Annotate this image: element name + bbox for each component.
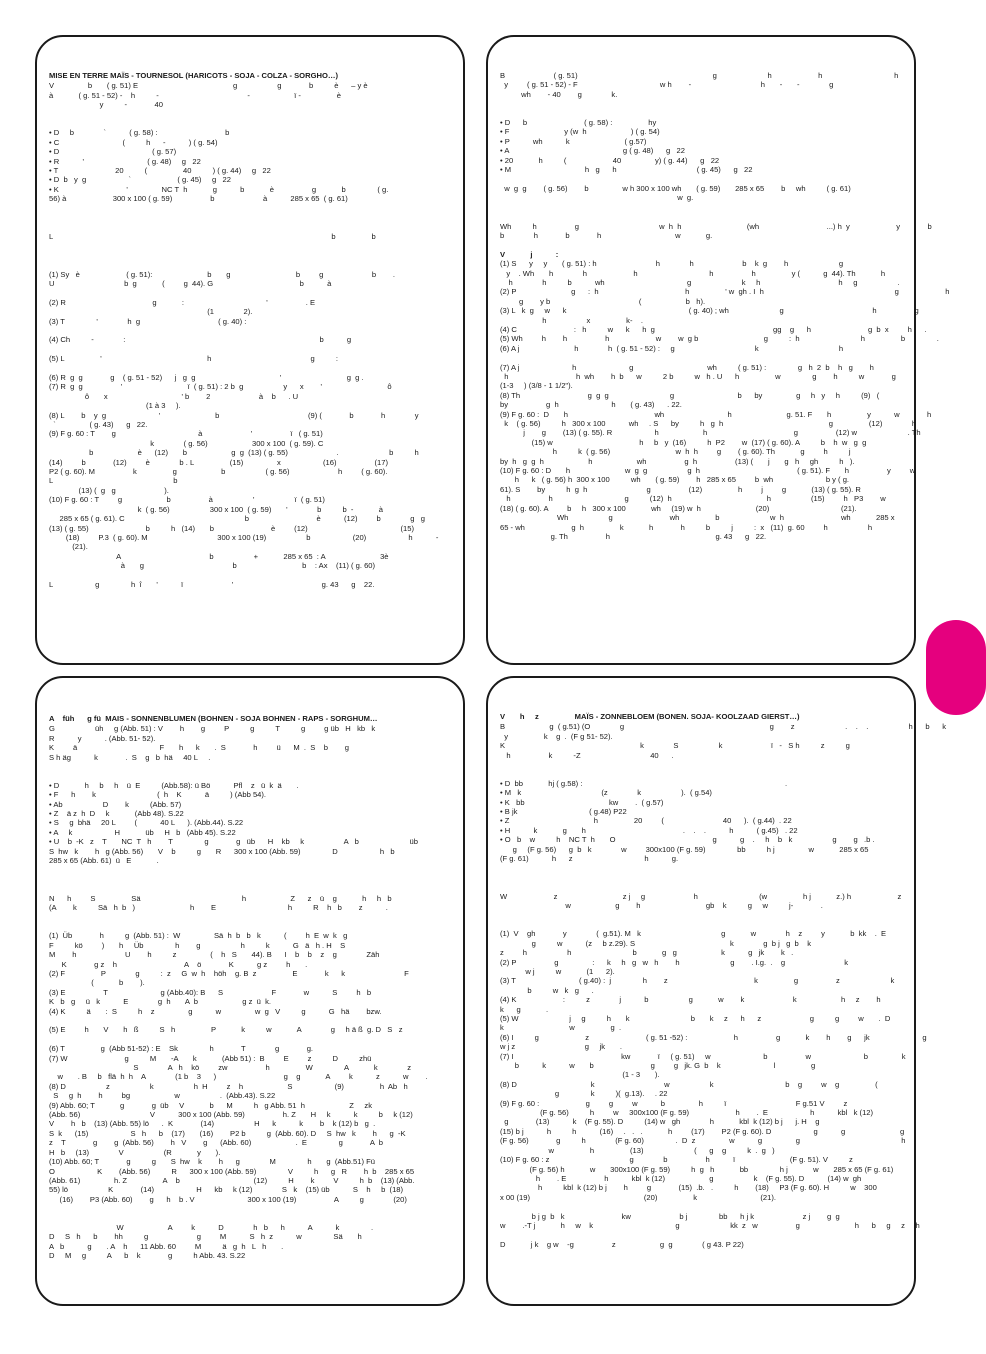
text-line: • A k H üb H b (Abb 45). S.22 <box>49 827 236 837</box>
text-line: (1) V gh y ( g.51). M k g w h z y b kk . E <box>500 929 887 939</box>
text-line: ` ( g. 43) g 22. <box>49 420 148 430</box>
panel-body <box>500 71 950 541</box>
text-line <box>49 1016 451 1025</box>
text-line: (2) P g : k h g w h h g . I.g. . g k <box>500 957 849 967</box>
text-line: (4) C : h w k h g gg g h g b x h . <box>500 324 927 334</box>
text-line: K ä F h k . S h ü M . S b g <box>49 743 350 753</box>
text-line: h h g (12) h h (15) h P3 w <box>500 494 886 504</box>
text-line <box>49 771 451 780</box>
text-line <box>49 204 451 213</box>
panel-german <box>35 676 465 1306</box>
text-line: w g g ( g. 56) b w h 300 x 100 wh ( g. 59) 285 x 65 b wh ( g. 61) <box>500 183 851 193</box>
text-line: (6) R g g g ( g. 51 - 52) j g g ' g g . <box>49 373 364 382</box>
text-line <box>49 251 451 260</box>
text-line: • D h b h ü E (Abb.58): ü Bö Pfl z ü k ä . <box>49 780 299 790</box>
text-line: • K ' NC T h g b è g b ( g. <box>49 184 389 194</box>
text-line <box>500 174 902 183</box>
text-line: • D b ( g. 58) : hy <box>500 118 657 128</box>
text-line <box>49 913 451 922</box>
text-line: g w (z b z.29). S k g b j g b k <box>500 938 812 948</box>
section-subheading: V j : <box>500 249 559 259</box>
panel-dutch <box>486 676 947 1306</box>
text-line: by h g g h h wh g h (13) ( j g h gh h ). <box>500 456 855 466</box>
text-line <box>500 769 902 778</box>
text-line: (9) F g. 60 : T g à ' ï ( g. 51) <box>49 429 323 439</box>
text-line <box>49 866 451 875</box>
text-line: S k (15) S h b (17) (16) P2 b g (Abb. 60). D S hw k h g -K <box>49 1128 406 1138</box>
text-line: D j k g w -g z g g ( g 43. P 22) <box>500 1239 744 1249</box>
text-line: (5) Wh h h h w w g b g : h h b . <box>500 334 939 344</box>
text-line: h . E h kbl k (12) g k (F g. 55). D (14) w gh <box>500 1173 862 1183</box>
text-line: K g z h A ö K g z h . <box>49 959 308 969</box>
text-line: R y . (Abb. 51- 52). <box>49 733 156 743</box>
text-line: k ( g. 56) 300 x 100 ( g. 59). C <box>49 438 324 448</box>
edge-tab-marker <box>926 620 986 715</box>
text-line <box>49 1214 451 1223</box>
text-line: (3) T ( g.40) : j h z k g z k <box>500 976 895 986</box>
panel-title: V h z MAÏS - ZONNEBLOEM (BONEN. SOJA- KOOLZAAD GIERST…) <box>500 712 800 721</box>
text-line: • D bb hj ( g.58) : . <box>500 778 788 788</box>
text-line: (5) L ' h g : <box>49 354 338 364</box>
text-line: (13) ( g. 55) b h (14) b è (12) (15) <box>49 523 415 533</box>
text-line <box>49 364 451 373</box>
text-line: • 20 h ( 40 y) ( g. 44) g 22 <box>500 155 720 165</box>
text-line: L b <box>49 476 178 486</box>
text-line <box>49 288 451 297</box>
text-line: D S h b hh g g M S h z w Sä h <box>49 1232 362 1242</box>
text-line: (10) F g. 60 : z g b h ï (F g. 51). V z <box>500 1155 853 1165</box>
text-line <box>500 873 902 882</box>
text-line: (15) b j h h (16) . . . h (17) P2 (F g. 60). D g g g <box>500 1126 905 1136</box>
text-line: 285 x 65 ( g. 61). C b è (12) b g g <box>49 514 426 524</box>
text-line: • D b y g ` ( g. 45) g 22 <box>49 175 232 185</box>
text-line: (15) w h b y (16) h P2 w (17) ( g. 60). A b h w g g <box>500 437 867 447</box>
text-line: z T g g (Abb. 56) h V g (Abb. 60) . E g A b <box>49 1138 383 1148</box>
text-line: 56) à 300 x 100 ( g. 59) b à 285 x 65 ( g. 61) <box>49 194 348 204</box>
text-line: K k S k ï - S h z g <box>500 741 850 751</box>
text-line <box>49 922 451 931</box>
text-line: by g h h ( g. 43) . 22. <box>500 400 682 410</box>
text-line: w h (13) ( g g k . g ) <box>500 1145 775 1155</box>
text-line: • U b -K z T NC T h T g g üb H kb k A b üb <box>49 837 418 847</box>
text-line: S g h h bg w . (Abb.43). S.22 <box>49 1091 276 1101</box>
panel-body <box>500 722 947 1249</box>
text-line: (14) b (12) è b . L (15) x (16) (17) <box>49 457 388 467</box>
text-line: (2) F P g : z G w h höh g. B z E k k F <box>49 968 409 978</box>
text-line: (F g. 56) h w 300x100 (F g. 59) h . E h kbl k (12) <box>500 1108 874 1118</box>
text-line <box>49 260 451 269</box>
text-line: 65 - wh g h k h h b j : x (11) g. 60 h h <box>500 522 873 532</box>
text-line: (Abb. 56) V 300 x 100 (Abb. 59) h. Z H k k b k (12) <box>49 1110 413 1120</box>
text-line: B ( g. 51) g h h h <box>500 71 899 80</box>
text-line: (2) P g : h h ' w gh . I h g h <box>500 287 950 297</box>
text-line: Wh g wh b w h wh 285 x <box>500 513 895 523</box>
text-line: (13) ( g g ). <box>49 485 169 495</box>
text-line: • O b w h NC T h O g g . h b k g g .b . <box>500 835 875 845</box>
text-line: (6) I g z ( g. 51 -52) : h g k h g jk g <box>500 1032 927 1042</box>
text-line: S h äg k . S g b hä 40 L . <box>49 752 211 762</box>
text-line <box>500 1230 902 1239</box>
text-line: V h b (13) (Abb. 55) lö . K (14) H k k b k (12) b g . <box>49 1119 376 1129</box>
text-line: (9) F g. 60 : D h wh h g. 51. F h y w h <box>500 409 932 419</box>
text-line: (5) W j g h k b k z h z g g w . D <box>500 1014 891 1023</box>
text-line <box>49 571 451 580</box>
text-line: j g (13) ( g. 55). R h h g (12) w . Th <box>500 428 921 438</box>
text-line: W A k D h b h A k . <box>49 1222 374 1232</box>
text-line: x 00 (19) (20) k (21). <box>500 1192 776 1202</box>
text-line: (8) D z k h H z h S (9) h Ab h <box>49 1081 408 1091</box>
text-line: (F g. 61) h z h g. <box>500 854 679 864</box>
text-line: • P wh k ( g.57) <box>500 136 647 146</box>
text-line <box>500 1202 902 1211</box>
text-line <box>500 760 902 769</box>
text-line <box>49 223 451 232</box>
text-line: 285 x 65 (Abb. 61) ü E . <box>49 856 159 866</box>
text-line: N h S Sä h Z z ü g h h b <box>49 893 392 903</box>
text-line: • Z ä z h D k (Abb 48). S.22 <box>49 809 184 819</box>
text-line: h kbl k (12) b j h g (15) .b. . h (18) P3 (F g. 60). H w 300 <box>500 1183 877 1193</box>
text-line <box>49 119 451 128</box>
text-line: w g h gb k g w j- . <box>500 901 823 911</box>
text-line: (7) W g M -A k (Abb 51) : B E z D zhü <box>49 1053 372 1063</box>
text-line: (3) L k g w k ( g. 40) ; wh g h g <box>500 306 919 316</box>
text-line: (1) S y y ( g. 51) : h h h b k g h g <box>500 259 844 269</box>
text-line: L b b <box>49 231 376 241</box>
text-line: g y b ( b h). <box>500 296 706 306</box>
text-line: (1 - 3 ). <box>500 1070 660 1080</box>
panel-body <box>49 724 451 1260</box>
text-line: w j z g jk . <box>500 1042 622 1052</box>
text-line: M h U h z ( h S 44). B I b b z g Zäh <box>49 950 380 960</box>
text-line: L g h î ' ï ' g. 43 g 22. <box>49 579 375 589</box>
text-line: (6) A j h h ( g. 51 - 52) : g k h <box>500 343 844 353</box>
text-line <box>500 109 902 118</box>
text-line: h h b wh g k h h g . <box>500 277 900 287</box>
text-line: • F y (w h ) ( g. 54) <box>500 127 660 137</box>
text-line: G üh g (Abb. 51) : V h g P g T g g üb H kb k <box>49 724 376 734</box>
text-line: b è (12) b g g (13) ( g. 55) . b h <box>49 448 419 458</box>
text-line: k g . <box>500 1004 549 1014</box>
text-line: • A g ( g. 48) g 22 <box>500 146 685 156</box>
text-line: (7) R g g ' ï ( g. 51) : 2 b g y x ' ô <box>49 382 392 392</box>
text-line: (1) Sy è ( g. 51): b g b g b . <box>49 269 396 279</box>
text-line: g (F g. 56) g b k w 300x100 (F g. 59) bb h j w 285 x 65 <box>500 844 869 854</box>
text-line: (9) F g. 60 : g g w b h ï F g.51 V z <box>500 1098 848 1108</box>
text-line: (F g. 56) h w 300x100 (F g. 59) h g h bb h j w 285 x 65 (F g. 61) <box>500 1164 894 1174</box>
text-line: (4) K ä : S h z g w w g V g G hä bzw. <box>49 1006 382 1016</box>
text-line: h k ( g. 56) h 300 x 100 wh ( g. 59) h 285 x 65 b wh b y ( g. <box>500 475 850 485</box>
text-line <box>49 875 451 884</box>
text-line: A b g . A h 11 Abb. 60 M ä g h L h . <box>49 1241 284 1251</box>
text-line: g. Th h g. 43 g 22. <box>500 531 767 541</box>
text-line: y k g . (F g 51- 52). <box>500 731 613 741</box>
text-line <box>500 240 902 249</box>
text-line: • Z h 20 ( 40 ). ( g.44) . 22 <box>500 816 792 826</box>
text-line: • F h k ( h K ä ) (Abb 54). <box>49 790 267 800</box>
text-line: O K (Abb. 56) R 300 x 100 (Abb. 59) V h g R h b 285 x 65 <box>49 1166 415 1176</box>
text-line: b w k g . <box>500 985 594 995</box>
panel-french <box>35 35 465 665</box>
text-line: (10) F g. 60 : D h w g g g h ( g. 51). F h y w <box>500 466 916 476</box>
text-line: w j w (1 2). <box>500 966 615 976</box>
text-line: b h b h w g. <box>500 230 713 240</box>
text-line: h x k- . <box>500 315 644 325</box>
text-line: • K bb kw . ( g.57) <box>500 797 664 807</box>
text-line: (F g. 56) g h (F g. 60) . D z w g g h <box>500 1136 906 1146</box>
text-line: à g b b : Ax (11) ( g. 60) <box>49 561 376 571</box>
text-line: y ( g. 51 - 52) - F w h - h - - g <box>500 80 834 90</box>
text-line <box>49 884 451 893</box>
text-line: (3) T ' h g ( g. 40) : <box>49 316 247 326</box>
text-line: (6) T g (Abb 51-52) : E Sk h T g g. <box>49 1044 314 1054</box>
text-line: W z z j g h (w h j z.) h z <box>500 891 902 901</box>
text-line: • R ' ( g. 48) g 22 <box>49 156 201 166</box>
text-line: (1) Üb h g (Abb. 51) : W Sä h b b k ( h E w k g <box>49 931 348 941</box>
text-line: g (13) k (F g. 55). D (14) w gh h kbl k (12) b j j. H g <box>500 1117 820 1127</box>
text-line <box>500 911 902 920</box>
text-line: h k ( g. 56) w h h g ( g. 60). Th g h j <box>500 447 851 457</box>
text-line: (16) P3 (Abb. 60) g h b . V 300 x 100 (19) A g (20) <box>49 1194 407 1204</box>
text-line: à ( g. 51 - 52) - h - - ï - è <box>49 90 342 100</box>
text-line: (21). <box>49 542 88 552</box>
text-line: k ( g. 56) h 300 x 100 wh . S by h g h g (12) h <box>500 419 917 429</box>
text-line: (10) F g. 60 : T g b à ' ï ( g. 51) <box>49 495 325 505</box>
text-line <box>49 213 451 222</box>
text-line: k w g . <box>500 1023 622 1033</box>
text-line: • D ( g. 57) <box>49 147 177 157</box>
text-line: (4) K : z j b g w k k h z h <box>500 995 881 1005</box>
text-line: A b + 285 x 65 : A 3è <box>49 551 389 561</box>
text-line: U b g ( g 44). G b à <box>49 278 332 288</box>
text-line: ( b ). <box>49 978 145 988</box>
text-line: • M k (z k ). ( g.54) <box>500 788 712 798</box>
text-line: P2 ( g. 60). M k g b ( g. 56) h ( g. 60). <box>49 467 388 477</box>
text-line <box>49 326 451 335</box>
text-line <box>500 212 902 221</box>
text-line: (10) Abb. 60; T g g S hw k h g M h g (Abb.51) Fü <box>49 1157 375 1167</box>
text-line: • Ab D k (Abb. 57) <box>49 799 182 809</box>
text-line: H b (13) V (R y ). <box>49 1147 221 1157</box>
text-line: w g. <box>500 193 694 203</box>
text-line: S hw k h g (Abb. 56) V b g R 300 x 100 (Abb. 59) D h b <box>49 846 395 856</box>
text-line: h k -Z 40 . <box>500 750 674 760</box>
text-line: w . B b flä h h A (1 b 3 ) g g A k z w . <box>49 1072 428 1082</box>
text-line: z h h b g g k g jk k . <box>500 948 794 958</box>
text-line: (A k Sä h b ) h E h R h b z . <box>49 903 388 913</box>
text-line: (8) D k w k b g w g ( <box>500 1079 878 1089</box>
text-line: (1-3 ) (3/8 - 1 1/2"). <box>500 381 573 391</box>
text-line: K b g ü k E g h A b g z ü k. <box>49 997 271 1007</box>
text-line: (5) E h V h ß S h P k w A g h ä ß g. D S z <box>49 1025 403 1035</box>
text-line: y - 40 <box>49 100 163 110</box>
panel-title: A füh g fü MAIS - SONNENBLUMEN (BOHNEN - SOJA BOHNEN - RAPS - SORGHUM… <box>49 714 378 723</box>
text-line <box>500 99 902 108</box>
text-line: (1 2). <box>49 307 253 317</box>
text-line: • C ( h - ) ( g. 54) <box>49 137 218 147</box>
text-line: (18) P.3 ( g. 60). M 300 x 100 (19) b (20) h - <box>49 532 439 542</box>
text-line: (2) R g : ' . E <box>49 297 316 307</box>
text-line: (9) Abb. 60; T g g üb V b M h g Abb. 51 h Z zk <box>49 1100 373 1110</box>
text-line: • H k g h . . . h ( g.45) . 22 <box>500 825 798 835</box>
text-line <box>500 882 902 891</box>
text-line: D M g A b k g h Abb. 43. S.22 <box>49 1251 246 1261</box>
text-line <box>49 762 451 771</box>
text-line: V b ( g. 51) E g g b è – y è <box>49 81 368 91</box>
text-line: • S g bhä 20 L ( 40 L ). (Abb.44). S.22 <box>49 818 244 828</box>
panel-body <box>49 81 451 589</box>
text-line: • T 20 ( 40 ) ( g. 44) g 22 <box>49 166 271 176</box>
text-line: 55) lö K (14) H kb k (12) S k (15) üb S h b (18) <box>49 1185 404 1195</box>
text-line: (1 à 3 ). <box>49 401 181 411</box>
text-line: b j g b k kw b j bb h j k z j g g <box>500 1211 840 1221</box>
text-line: S A h kö zw h W A k z <box>49 1063 412 1073</box>
text-line: F kö ) h Üb h g h k G ä h . H S <box>49 940 346 950</box>
text-line: (4) Ch - : b g <box>49 335 352 345</box>
text-line: (18) ( g. 60). A b h 300 x 100 wh (19) w h (20) (21). <box>500 503 857 513</box>
text-line: g k )( g.13). . 22 <box>500 1089 668 1099</box>
text-line <box>500 920 902 929</box>
panel-english <box>486 35 950 665</box>
text-line: • M h g h ( g. 45) g 22 <box>500 165 753 175</box>
text-line: ô x ' b 2 à b . U <box>49 391 299 401</box>
text-line <box>500 203 902 212</box>
text-line: h h wh h b w 2 b w h . U h w g h w g <box>500 372 896 381</box>
text-line: • D b ` ( g. 58) : b <box>49 128 230 138</box>
text-line: (7) I kw ï ( g. 51) w b w b k <box>500 1051 906 1061</box>
text-line: 61). S by h g h g (12) h j g (13) ( g. 55). R <box>500 484 861 494</box>
text-line: wh - 40 g k. <box>500 89 618 99</box>
text-line: (Abb. 61) h. Z A b (12) H k V h b (13) (Abb. <box>49 1175 415 1185</box>
text-line <box>49 1204 451 1213</box>
text-line: w .-T j h w k g kk z w g h b g z h <box>500 1220 920 1230</box>
text-line <box>500 353 902 362</box>
text-line: (7) A j h g wh ( g. 51) : g h 2 b h g h <box>500 362 874 372</box>
text-line: • B jk ( g.48) P22 <box>500 807 627 817</box>
text-line: (3) E T g (Abb.40): B S F w S h b <box>49 987 372 997</box>
text-line <box>500 864 902 873</box>
text-line: b k w b g g jk. G b k l g <box>500 1061 816 1071</box>
text-line: k ( g. 56) 300 x 100 ( g. 59) ' b b - à <box>49 504 383 514</box>
text-line <box>49 345 451 354</box>
text-line: B g ( g.51) (O g g z . . . h b k <box>500 722 947 732</box>
text-line <box>49 241 451 250</box>
text-line <box>49 110 451 119</box>
text-line: (8) Th g g g g b by g h y h (9) ( <box>500 390 880 400</box>
panel-title: MISE EN TERRE MAÏS - TOURNESOL (HARICOTS - SOJA - COLZA - SORGHO…) <box>49 71 338 80</box>
text-line: (8) L b y g ' b (9) ( b h y <box>49 410 419 420</box>
text-line <box>49 1035 451 1044</box>
text-line: Wh h g w h h (wh ...) h y y b <box>500 221 932 231</box>
text-line: y . Wh h h h h h y ( g 44). Th h <box>500 268 886 278</box>
